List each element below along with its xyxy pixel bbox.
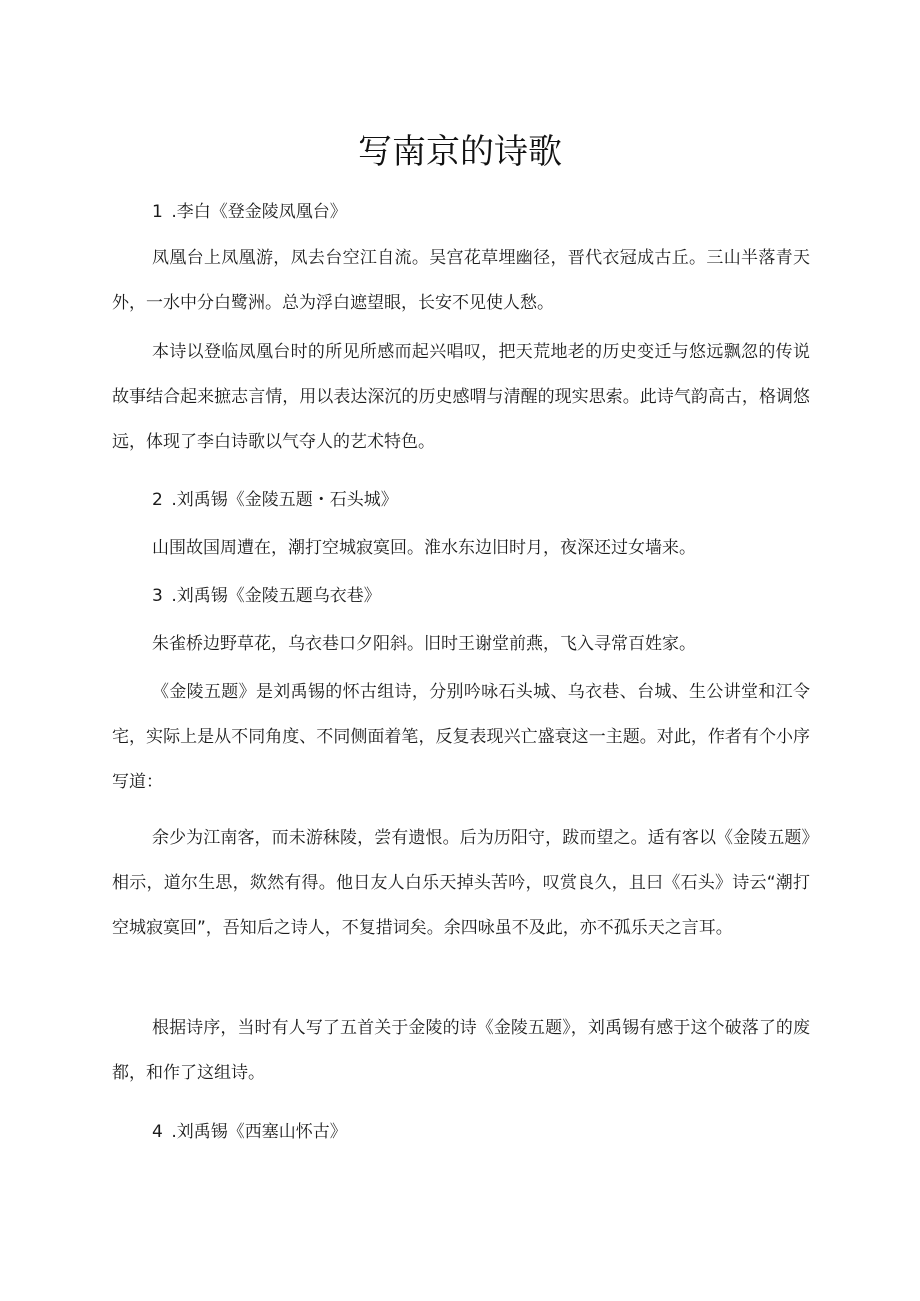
commentary-paragraph-4: 根据诗序，当时有人写了五首关于金陵的诗《金陵五题》，刘禹锡有感于这个破落了的废都，和作了这组诗。 <box>112 1018 810 1083</box>
section-heading-4: 4 .刘禹锡《西塞山怀古》 <box>152 1122 347 1142</box>
section-heading-1: 1 .李白《登金陵凤凰台》 <box>152 202 347 222</box>
poem-paragraph-2: 山围故国周遭在，潮打空城寂寞回。淮水东边旧时月，夜深还过女墙来。 <box>152 538 696 558</box>
section-heading-2: 2 .刘禹锡《金陵五题・石头城》 <box>152 490 398 510</box>
section-heading-3: 3 .刘禹锡《金陵五题乌衣巷》 <box>152 586 381 606</box>
poem-paragraph-1: 凤凰台上凤凰游，凤去台空江自流。吴宫花草埋幽径，晋代衣冠成古丘。三山半落青天外，一水中分白鹭洲。总为浮白遮望眼，长安不见使人愁。 <box>112 248 810 313</box>
poem-paragraph-3: 朱雀桥边野草花，乌衣巷口夕阳斜。旧时王谢堂前燕，飞入寻常百姓家。 <box>152 634 696 654</box>
commentary-paragraph-3: 《金陵五题》是刘禹锡的怀古组诗，分别吟咏石头城、乌衣巷、台城、生公讲堂和江令宅，实际上是从不同角度、不同侧面着笔，反复表现兴亡盛衰这一主题。对此，作者有个小序写道： <box>112 682 810 792</box>
preface-paragraph: 余少为江南客，而未游秣陵，尝有遗恨。后为历阳守，跋而望之。适有客以《金陵五题》相示，道尔生思，欻然有得。他日友人白乐天掉头苦吟，叹赏良久，且曰《石头》诗云“潮打空城寂寞回”，吾知后之诗人，不复措词矣。余四咏虽不及此，亦不孤乐天之言耳。 <box>112 828 810 938</box>
commentary-paragraph-1: 本诗以登临凤凰台时的所见所感而起兴唱叹，把天荒地老的历史变迁与悠远飘忽的传说故事结合起来摭志言情，用以表达深沉的历史感喟与清醒的现实思索。此诗气韵高古，格调悠远，体现了李白诗歌以气夺人的艺术特色。 <box>112 342 810 452</box>
page-title: 写南京的诗歌 <box>358 132 562 172</box>
